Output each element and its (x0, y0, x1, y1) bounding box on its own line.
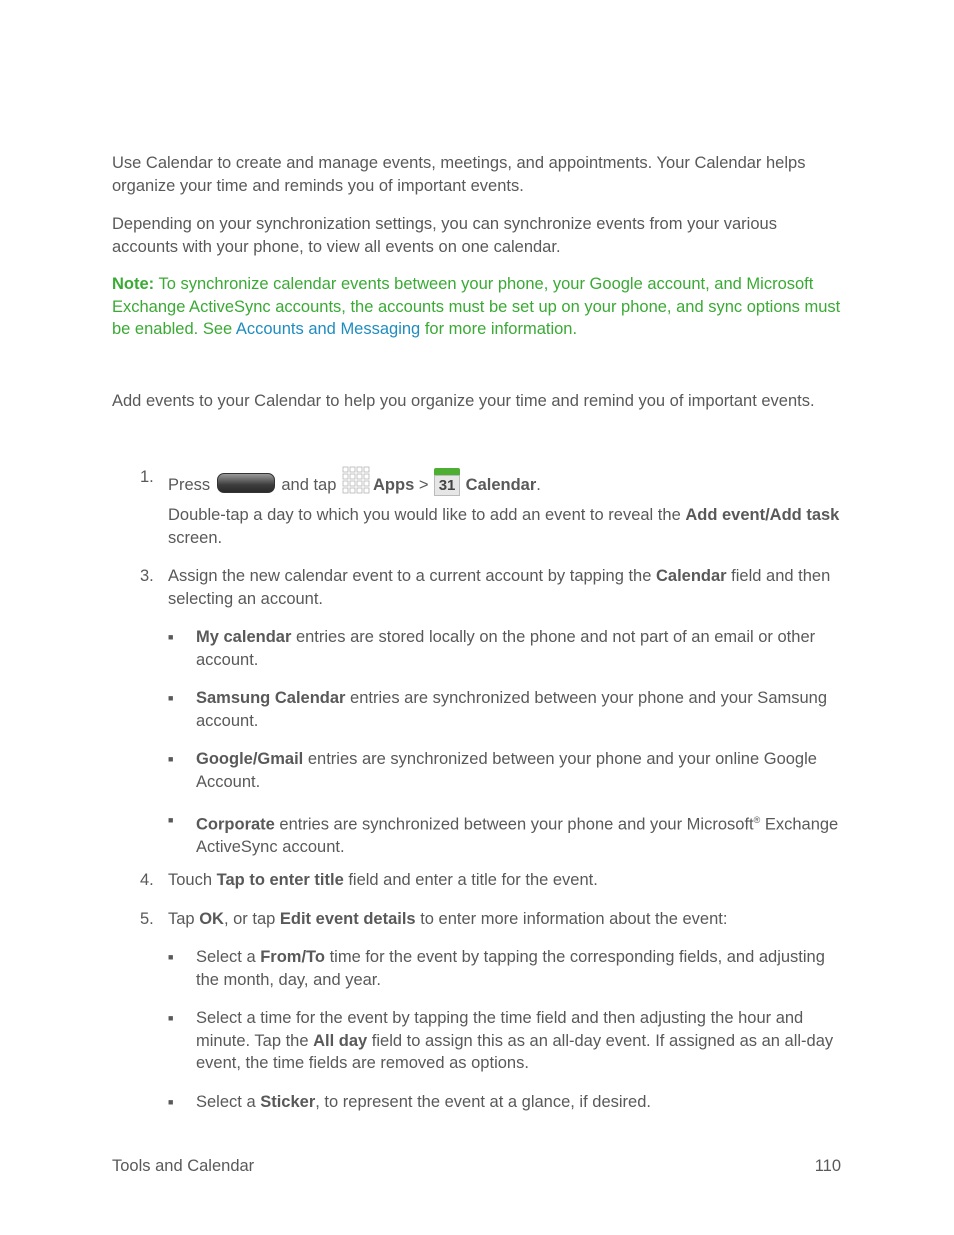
detail-bold: Sticker (260, 1093, 316, 1111)
intro-text-2: Depending on your synchronization settings, you can synchronize events from your various accounts with your phone, to view all events on one calendar. (112, 215, 777, 256)
step2-text-2: screen. (168, 528, 223, 547)
bullet-icon: ■ (168, 693, 174, 703)
note-text-2: for more information. (420, 320, 578, 339)
step4-text-2: field and enter a title for the event. (343, 871, 598, 889)
calendar-app-icon (434, 468, 460, 496)
page-number: 110 (814, 1157, 841, 1175)
step5-text-1: Tap (168, 910, 200, 928)
calendar-icon-date: 31 (434, 475, 460, 496)
account-desc: entries are synchronized between your phone and your Samsung account. (196, 689, 828, 730)
step5-text-2: , or tap (223, 910, 280, 928)
step1-and-tap: and tap (276, 476, 341, 494)
step1-gt: > (414, 476, 434, 494)
bullet-icon: ■ (168, 815, 174, 825)
bullet-icon: ■ (168, 952, 174, 962)
account-name: Google/Gmail (196, 750, 304, 768)
account-desc-after: Exchange ActiveSync account. (196, 815, 839, 857)
step1-apps: Apps (373, 476, 415, 494)
step-number: 1. (140, 468, 154, 486)
account-name: Corporate (196, 815, 275, 834)
step4-text-1: Touch (168, 871, 217, 889)
detail-text: Select a time for the event by tapping the time field and then adjusting the hour and minute. Tap the (196, 1009, 804, 1050)
step3-text-1: Assign the new calendar event to a current account by tapping the (168, 567, 656, 585)
account-name: My calendar (196, 628, 292, 646)
note-label: Note: (112, 275, 155, 293)
bullet-icon: ■ (168, 1097, 174, 1107)
apps-grid-icon (342, 466, 372, 503)
registered-mark: ® (753, 815, 761, 825)
bullet-icon: ■ (168, 1013, 174, 1023)
add-events-intro-text: Add events to your Calendar to help you organize your time and remind you of important events. (112, 392, 815, 410)
step2-bold: Add event/Add task (685, 506, 840, 524)
add-events-intro (112, 390, 847, 413)
detail-text: , to represent the event at a glance, if desired. (315, 1093, 651, 1111)
account-desc: entries are synchronized between your phone and your online Google Account. (196, 750, 817, 791)
step5-bold-1: OK (199, 910, 224, 928)
home-button-icon (217, 473, 275, 493)
footer-section-title: Tools and Calendar (112, 1157, 255, 1175)
detail-bold: From/To (260, 948, 325, 966)
step5-text-3: to enter more information about the event: (415, 910, 728, 928)
account-name: Samsung Calendar (196, 689, 346, 707)
account-desc: entries are stored locally on the phone and not part of an email or other account. (196, 628, 816, 669)
detail-bold: All day (313, 1031, 368, 1050)
detail-text: field to assign this as an all-day event. If assigned as an all-day event, the time fields are removed as options. (196, 1031, 834, 1073)
step2-text-1: Double-tap a day to which you would like to add an event to reveal the (168, 506, 686, 524)
step1-period: . (536, 476, 541, 494)
step3-text-2: field and then selecting an account. (168, 567, 831, 608)
page-footer (112, 1157, 841, 1176)
step1-press: Press (168, 476, 215, 494)
intro-text-1: Use Calendar to create and manage events, meetings, and appointments. Your Calendar helps organize your time and reminds you of important events. (112, 154, 806, 195)
account-desc: entries are synchronized between your phone and your Microsoft (274, 815, 754, 834)
detail-text: Select a (196, 948, 261, 966)
accounts-messaging-link[interactable]: Accounts and Messaging (235, 320, 421, 339)
intro-paragraph-2 (112, 213, 847, 258)
bullet-icon: ■ (168, 754, 174, 764)
step-number: 5. (140, 910, 154, 928)
bullet-icon: ■ (168, 632, 174, 642)
step-number: 3. (140, 567, 154, 585)
step5-bold-2: Edit event details (279, 910, 416, 928)
note-paragraph (112, 273, 847, 341)
step1-calendar: Calendar (465, 476, 537, 494)
detail-text: Select a (196, 1093, 261, 1111)
step-number: 4. (140, 871, 154, 889)
step4-bold: Tap to enter title (216, 871, 344, 889)
note-text-1: To synchronize calendar events between your phone, your Google account, and Microsoft Exchange ActiveSync accounts, the accounts must be set up on your phone, and sync options must be enabled. See (112, 275, 841, 339)
intro-paragraph-1 (112, 152, 847, 197)
detail-text: time for the event by tapping the corresponding fields, and adjusting the month, day, and year. (196, 948, 825, 989)
step3-bold: Calendar (655, 567, 727, 585)
